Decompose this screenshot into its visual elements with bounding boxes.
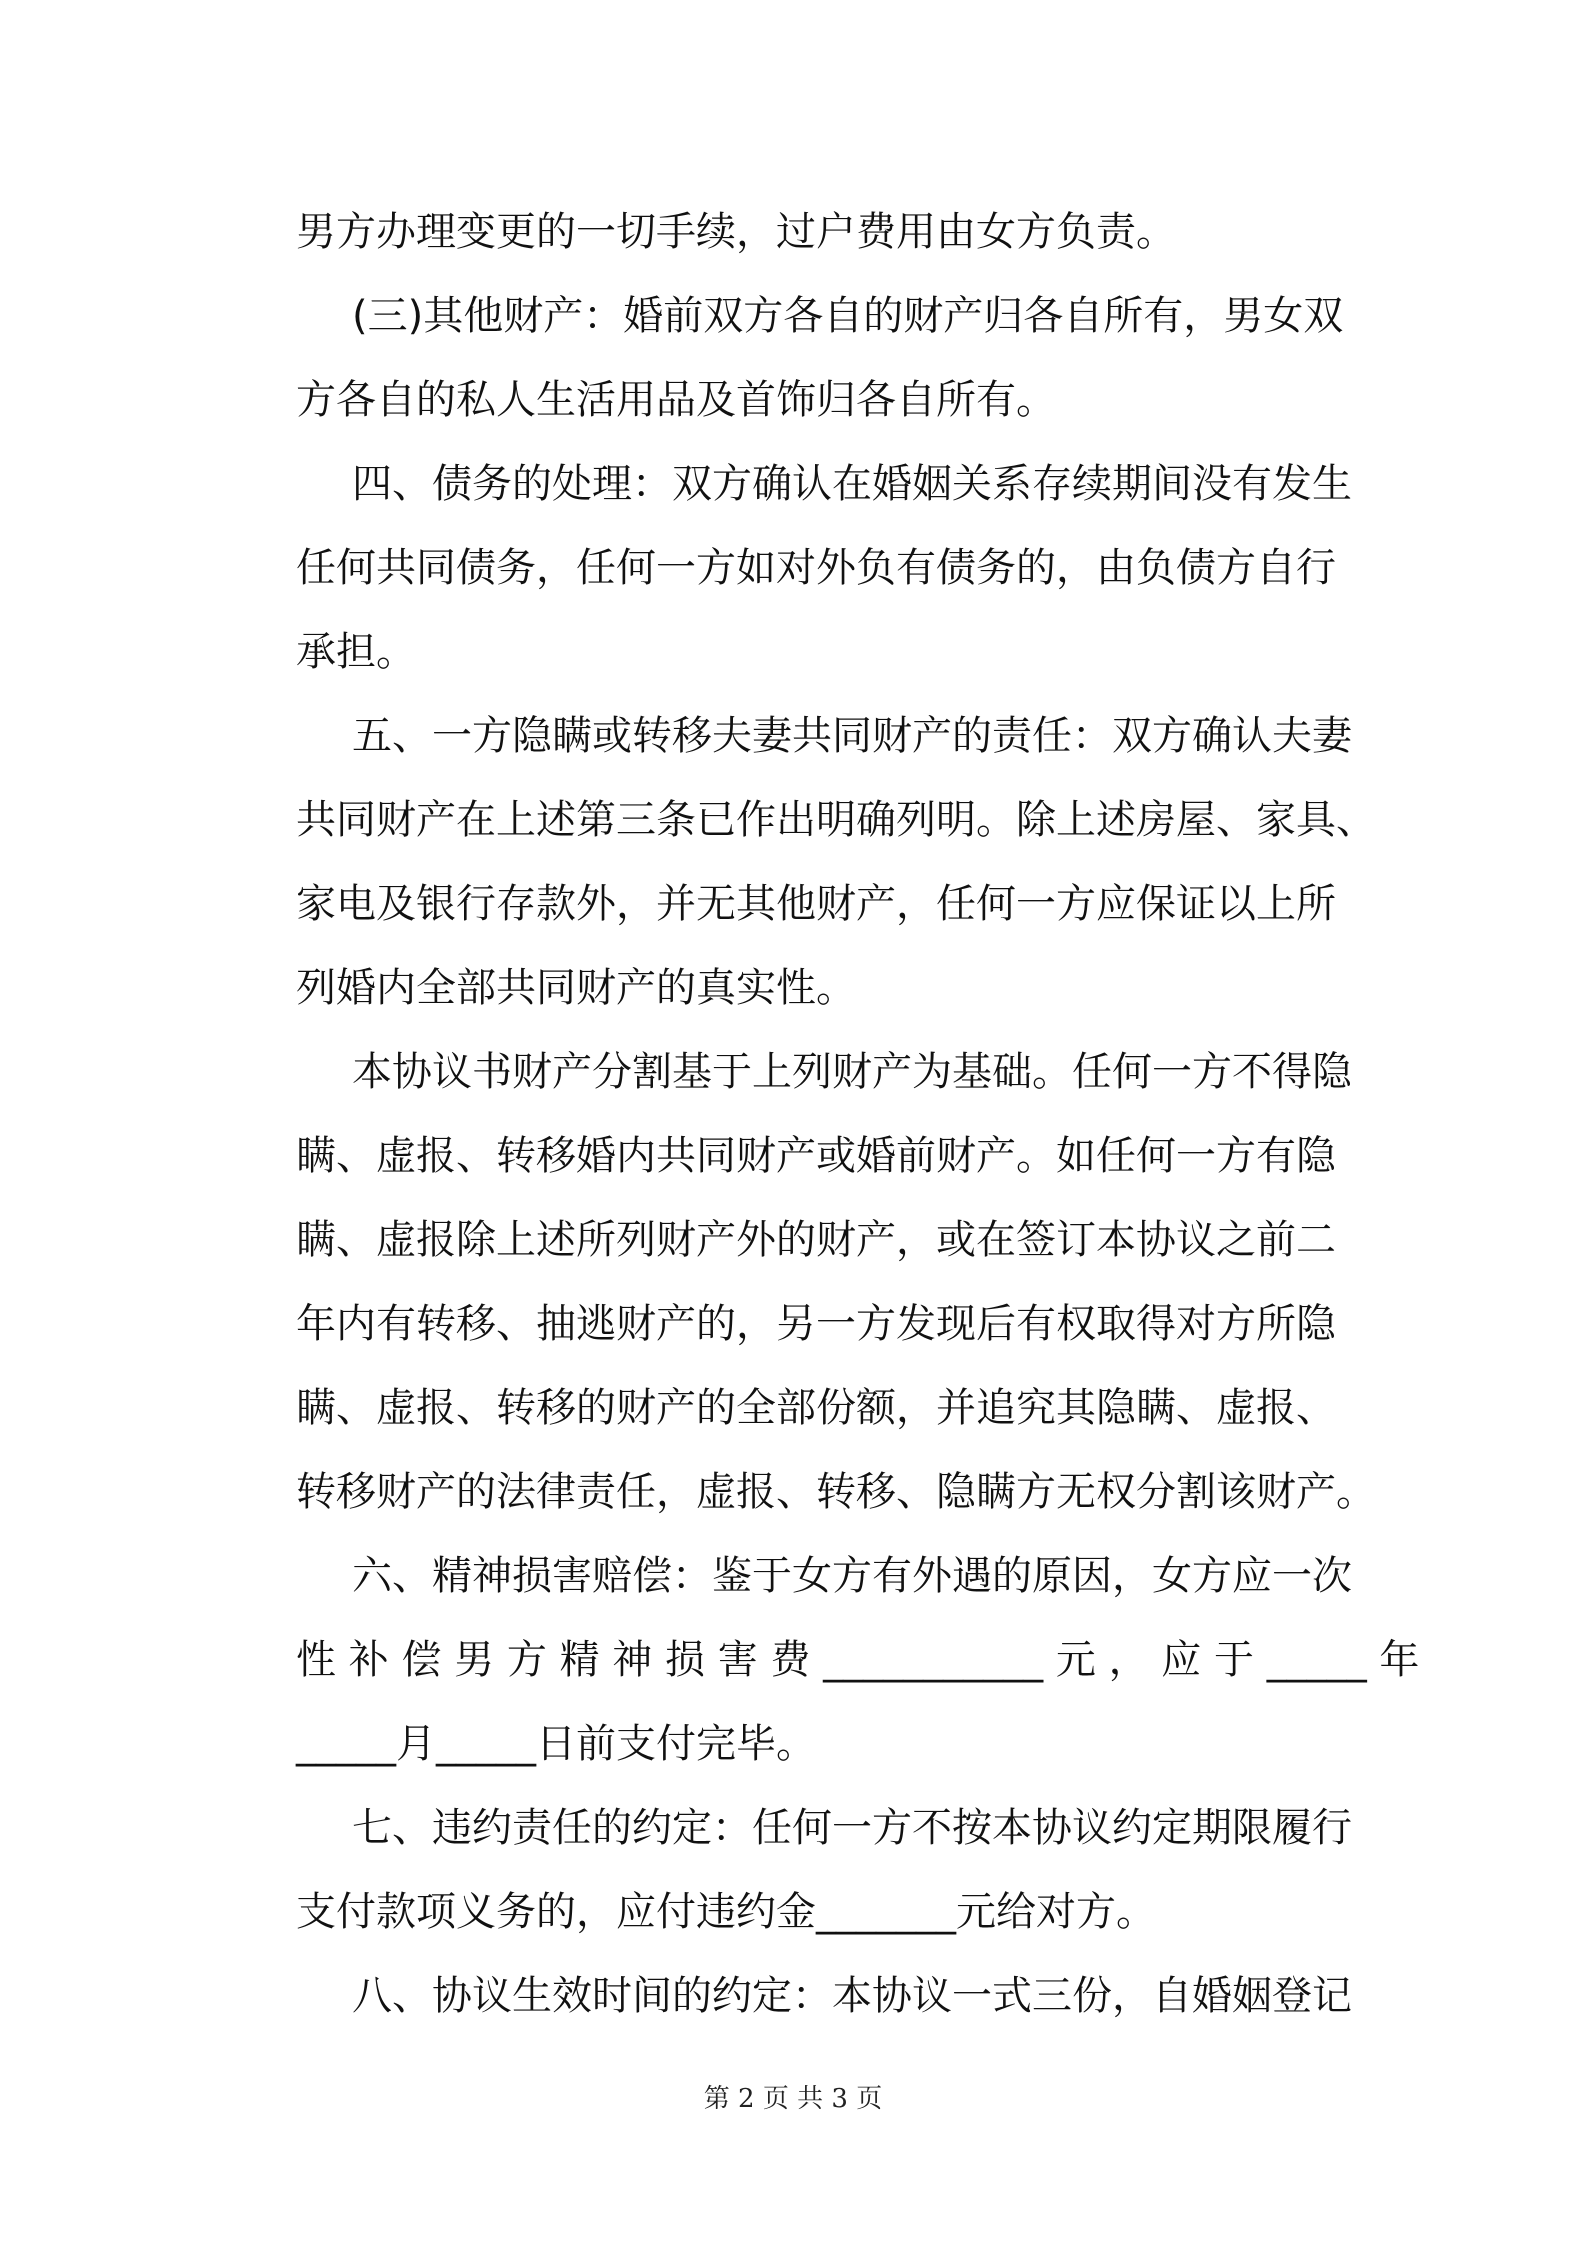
- paragraph-line: 四、债务的处理：双方确认在婚姻关系存续期间没有发生: [352, 461, 1352, 507]
- paragraph-line: 瞒、虚报除上述所列财产外的财产，或在签订本协议之前二: [296, 1217, 1336, 1263]
- paragraph-line: 列婚内全部共同财产的真实性。: [296, 965, 856, 1011]
- paragraph-line: _____月_____日前支付完毕。: [296, 1721, 816, 1767]
- paragraph-line: 七、违约责任的约定：任何一方不按本协议约定期限履行: [352, 1805, 1352, 1851]
- paragraph-line: 瞒、虚报、转移的财产的全部份额，并追究其隐瞒、虚报、: [296, 1385, 1336, 1431]
- paragraph-line: 承担。: [296, 629, 416, 675]
- page-number-footer: 第 2 页 共 3 页: [703, 2084, 883, 2114]
- paragraph-line: 家电及银行存款外，并无其他财产，任何一方应保证以上所: [296, 881, 1336, 927]
- paragraph-line: 任何共同债务，任何一方如对外负有债务的，由负债方自行: [296, 545, 1336, 591]
- paragraph-line: 男方办理变更的一切手续，过户费用由女方负责。: [296, 209, 1176, 255]
- paragraph-line: 五、一方隐瞒或转移夫妻共同财产的责任：双方确认夫妻: [352, 713, 1352, 759]
- paragraph-line: (三)其他财产：婚前双方各自的财产归各自所有，男女双: [352, 293, 1344, 339]
- paragraph-line: 支付款项义务的，应付违约金_______元给对方。: [296, 1889, 1156, 1935]
- paragraph-line: 性 补 偿 男 方 精 神 损 害 费 ___________ 元 ， 应 于 _____ 年: [296, 1637, 1420, 1683]
- paragraph-line: 六、精神损害赔偿：鉴于女方有外遇的原因，女方应一次: [352, 1553, 1352, 1599]
- paragraph-line: 瞒、虚报、转移婚内共同财产或婚前财产。如任何一方有隐: [296, 1133, 1336, 1179]
- paragraph-line: 方各自的私人生活用品及首饰归各自所有。: [296, 377, 1056, 423]
- paragraph-line: 本协议书财产分割基于上列财产为基础。任何一方不得隐: [352, 1049, 1352, 1095]
- document-body: [296, 190, 1420, 2038]
- paragraph-line: 共同财产在上述第三条已作出明确列明。除上述房屋、家具、: [296, 797, 1376, 843]
- paragraph-line: 八、协议生效时间的约定：本协议一式三份，自婚姻登记: [352, 1973, 1352, 2019]
- paragraph-line: 转移财产的法律责任，虚报、转移、隐瞒方无权分割该财产。: [296, 1469, 1376, 1515]
- paragraph-line: 年内有转移、抽逃财产的，另一方发现后有权取得对方所隐: [296, 1301, 1336, 1347]
